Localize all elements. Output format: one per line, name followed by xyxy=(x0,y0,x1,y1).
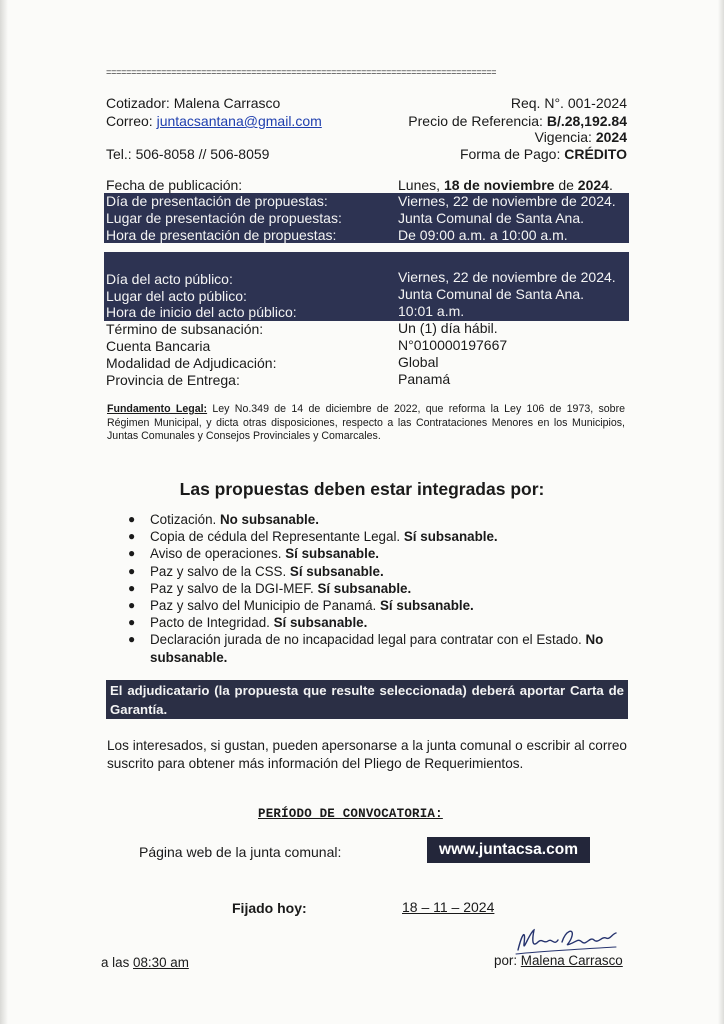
cuenta-label: Cuenta Bancaria xyxy=(106,338,211,354)
modalidad-label: Modalidad de Adjudicación: xyxy=(106,355,277,371)
precio-label: Precio de Referencia: xyxy=(408,113,547,129)
por-name: Malena Carrasco xyxy=(520,953,623,968)
item-text: Paz y salvo de la CSS. xyxy=(150,563,290,579)
acto-dia-label: Día del acto público: xyxy=(106,271,233,287)
acto-dia-value: Viernes, 22 de noviembre de 2024. xyxy=(398,269,616,285)
forma-value: CRÉDITO xyxy=(564,146,627,162)
vigencia-label: Vigencia: xyxy=(534,129,596,145)
list-item xyxy=(128,545,628,562)
item-status: Sí subsanable. xyxy=(289,563,384,579)
por-line xyxy=(494,953,623,968)
list-item xyxy=(128,580,628,597)
pres-dia-value: Viernes, 22 de noviembre de 2024. xyxy=(398,193,616,209)
item-status: Sí subsanable. xyxy=(285,546,380,562)
vigencia-line xyxy=(535,129,627,145)
fecha-label: Fecha de publicación: xyxy=(106,177,243,193)
cuenta-value: N°010000197667 xyxy=(398,337,508,353)
bullet-icon: ● xyxy=(128,632,136,647)
list-item xyxy=(128,631,628,665)
legal-text: Ley No.349 de 14 de diciembre de 2022, que reforma la Ley 106 de 1973, sobre Régimen Municipal, y dicta otras disposiciones, respecto a las Contrataciones Menores en los Municipios, Juntas Comunales y Consejos Provinciales y Comarcales. xyxy=(107,403,625,442)
fecha-value xyxy=(398,177,613,194)
fecha-value-c: de xyxy=(554,177,578,193)
pres-hora-label: Hora de presentación de propuestas: xyxy=(106,227,337,243)
item-text: Paz y salvo del Municipio de Panamá. xyxy=(150,598,380,614)
precio-value: B/.28,192.84 xyxy=(546,113,627,129)
bullet-icon: ● xyxy=(128,546,136,561)
guarantee-banner: El adjudicatario (la propuesta que resulte seleccionada) deberá aportar Carta de Garantía. xyxy=(106,680,628,719)
pres-hora-value: De 09:00 a.m. a 10:00 a.m. xyxy=(398,227,568,243)
hora-line xyxy=(101,955,189,970)
vigencia-value: 2024 xyxy=(595,129,627,145)
item-status: Sí subsanable. xyxy=(273,615,368,631)
item-text: Cotización. xyxy=(150,512,220,527)
scan-edge-right xyxy=(718,0,724,1024)
acto-lugar-value: Junta Comunal de Santa Ana. xyxy=(398,286,585,302)
list-item xyxy=(128,597,628,614)
separator-line: ============================================================================== xyxy=(106,70,497,76)
correo-email-link[interactable]: juntacsantana@gmail.com xyxy=(156,113,322,129)
provincia-value: Panamá xyxy=(398,371,451,387)
item-text: Declaración jurada de no incapacidad legal para contratar con el Estado. xyxy=(150,632,586,648)
subsanacion-value: Un (1) día hábil. xyxy=(398,320,498,336)
hora-prefix: a las xyxy=(101,955,134,970)
fijado-date: 18 – 11 – 2024 xyxy=(402,899,495,915)
requirements-heading: Las propuestas deben estar integradas por: xyxy=(179,479,545,499)
bullet-icon: ● xyxy=(128,563,136,578)
list-item xyxy=(128,563,628,580)
acto-hora-label: Hora de inicio del acto público: xyxy=(106,304,297,320)
bullet-icon: ● xyxy=(128,598,136,613)
fecha-value-a: Lunes, xyxy=(398,177,444,193)
item-status: Sí subsanable. xyxy=(380,598,474,614)
item-status: Sí subsanable. xyxy=(403,529,498,545)
item-status: Sí subsanable. xyxy=(317,580,412,596)
item-text: Pacto de Integridad. xyxy=(150,615,274,631)
forma-pago-line xyxy=(460,146,627,162)
correo-line xyxy=(106,113,322,129)
bullet-icon: ● xyxy=(128,615,136,630)
legal-label: Fundamento Legal: xyxy=(107,403,208,415)
por-prefix: por: xyxy=(494,953,521,968)
telefono-text: Tel.: 506-8058 // 506-8059 xyxy=(106,146,270,162)
scan-edge-left xyxy=(0,0,8,1024)
item-text: Aviso de operaciones. xyxy=(150,546,286,562)
legal-basis xyxy=(107,403,625,444)
info-paragraph: Los interesados, si gustan, pueden apersonarse a la junta comunal o escribir al correo suscrito para obtener más información del Pliego de Requerimientos. xyxy=(107,738,627,771)
fecha-value-b: 18 de noviembre xyxy=(443,177,555,193)
convocatoria-title: PERÍODO DE CONVOCATORIA: xyxy=(258,807,443,821)
fecha-value-d: 2024 xyxy=(577,177,609,193)
pres-dia-label: Día de presentación de propuestas: xyxy=(106,193,328,209)
item-text: Copia de cédula del Representante Legal. xyxy=(150,529,404,545)
cotizador-text: Cotizador: Malena Carrasco xyxy=(106,95,281,111)
acto-hora-value: 10:01 a.m. xyxy=(398,303,465,319)
item-text: Paz y salvo de la DGI-MEF. xyxy=(150,580,318,596)
forma-label: Forma de Pago: xyxy=(459,146,565,162)
precio-line xyxy=(408,113,627,129)
item-status: No subsanable. xyxy=(219,512,319,527)
correo-label: Correo: xyxy=(106,113,157,129)
subsanacion-label: Término de subsanación: xyxy=(106,321,264,337)
item-status: No subsanable. xyxy=(150,632,604,665)
fijado-label: Fijado hoy: xyxy=(232,900,307,916)
pres-lugar-value: Junta Comunal de Santa Ana. xyxy=(398,210,585,226)
list-item xyxy=(128,614,628,631)
modalidad-value: Global xyxy=(398,354,439,370)
website-link[interactable]: www.juntacsa.com xyxy=(427,837,590,863)
list-item xyxy=(128,528,628,545)
bullet-icon: ● xyxy=(128,580,136,595)
list-item xyxy=(128,511,628,528)
acto-lugar-label: Lugar del acto público: xyxy=(106,288,247,304)
fecha-value-e: . xyxy=(608,177,613,193)
hora-value: 08:30 am xyxy=(133,955,189,970)
req-number: Req. N°. 001-2024 xyxy=(510,95,627,111)
requirements-list xyxy=(128,511,628,666)
provincia-label: Provincia de Entrega: xyxy=(106,372,240,388)
pres-lugar-label: Lugar de presentación de propuestas: xyxy=(106,210,342,226)
web-label: Página web de la junta comunal: xyxy=(139,844,342,860)
bullet-icon: ● xyxy=(128,512,136,526)
bullet-icon: ● xyxy=(128,529,136,544)
